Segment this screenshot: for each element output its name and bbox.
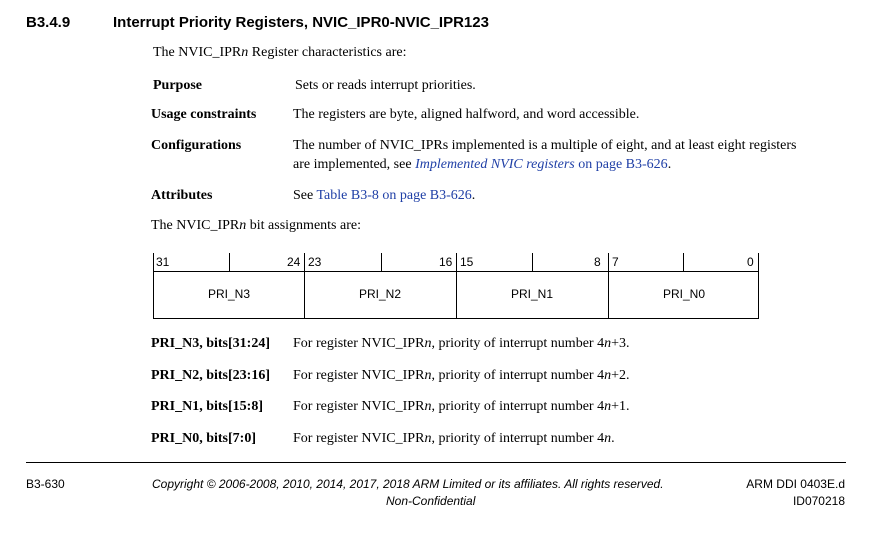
field-desc-text-2 [293,399,629,415]
bit-0: 0 [747,255,754,269]
usage-label: Usage constraints [151,107,257,122]
field-desc-text-3 [293,431,615,447]
desc-3-mid: , priority of interrupt number 4 [431,431,605,446]
table-b3-8-link[interactable]: Table B3-8 on page B3-626 [316,188,472,203]
field-pri-n2: PRI_N2 [358,287,402,301]
desc-2-var2: n [604,399,612,414]
desc-3-suffix: . [611,431,615,446]
desc-3-var2: n [604,431,612,446]
purpose-text: Sets or reads interrupt priorities. [295,78,476,93]
bit-8: 8 [594,255,601,269]
field-desc-name-0: PRI_N3, bits[31:24] [151,336,270,351]
bit-24: 24 [287,255,301,269]
intro-var: n [241,45,249,60]
intro-text [153,45,406,61]
desc-2-suffix: +1. [611,399,630,414]
desc-2-mid: , priority of interrupt number 4 [431,399,605,414]
field-desc-text-0 [293,336,629,352]
footer-confidentiality: Non-Confidential [386,494,476,508]
field-pri-n0: PRI_N0 [662,287,706,301]
desc-3-var: n [424,431,432,446]
field-pri-n3: PRI_N3 [207,287,251,301]
bit-intro-var: n [239,218,247,233]
section-title: Interrupt Priority Registers, NVIC_IPR0-NVIC_IPR123 [113,14,489,31]
desc-0-prefix: For register NVIC_IPR [293,336,425,351]
field-desc-name-1: PRI_N2, bits[23:16] [151,368,270,383]
desc-1-var: n [424,368,432,383]
desc-1-prefix: For register NVIC_IPR [293,368,425,383]
intro-prefix: The NVIC_IPR [153,45,242,60]
attributes-prefix: See [293,188,317,203]
bit-intro-prefix: The NVIC_IPR [151,218,240,233]
bit-intro-suffix: bit assignments are: [246,218,361,233]
field-desc-text-1 [293,368,629,384]
section-number: B3.4.9 [26,14,71,31]
configurations-line2 [293,157,671,173]
footer-issue-id: ID070218 [792,494,845,508]
configurations-label: Configurations [151,138,242,153]
register-bit-diagram [153,253,759,319]
footer-page-number: B3-630 [26,477,65,491]
desc-2-var: n [424,399,432,414]
bit-7: 7 [612,255,619,269]
usage-text: The registers are byte, aligned halfword, and word accessible. [293,107,640,122]
purpose-label: Purpose [153,78,202,93]
bit-23: 23 [308,255,322,269]
attributes-suffix: . [471,188,476,203]
bit-intro-text [151,218,361,234]
field-desc-name-3: PRI_N0, bits[7:0] [151,431,256,446]
bit-15: 15 [460,255,474,269]
desc-0-var2: n [604,336,612,351]
attributes-label: Attributes [151,188,213,203]
desc-1-suffix: +2. [611,368,630,383]
desc-0-var: n [424,336,432,351]
desc-3-prefix: For register NVIC_IPR [293,431,425,446]
desc-1-var2: n [604,368,612,383]
configurations-line2-prefix: are implemented, see [293,157,416,172]
implemented-nvic-registers-link[interactable] [415,157,668,172]
attributes-text [293,188,475,204]
footer-divider [26,462,846,463]
configurations-line1: The number of NVIC_IPRs implemented is a multiple of eight, and at least eight registers [293,138,797,153]
footer-doc-id: ARM DDI 0403E.d [746,477,845,491]
field-desc-name-2: PRI_N1, bits[15:8] [151,399,263,414]
bit-31: 31 [156,255,170,269]
link-italic-text[interactable]: Implemented NVIC registers [415,157,575,172]
configurations-line2-suffix: . [667,157,672,172]
desc-2-prefix: For register NVIC_IPR [293,399,425,414]
register-diagram-lines [153,253,759,319]
field-pri-n1: PRI_N1 [510,287,554,301]
link-page-text[interactable]: on page B3-626 [574,157,668,172]
desc-0-suffix: +3. [611,336,630,351]
bit-16: 16 [439,255,453,269]
footer-copyright: Copyright © 2006-2008, 2010, 2014, 2017, 2018 ARM Limited or its affiliates. All rights reserved. [152,477,664,491]
desc-0-mid: , priority of interrupt number 4 [431,336,605,351]
desc-1-mid: , priority of interrupt number 4 [431,368,605,383]
intro-suffix: Register characteristics are: [248,45,407,60]
